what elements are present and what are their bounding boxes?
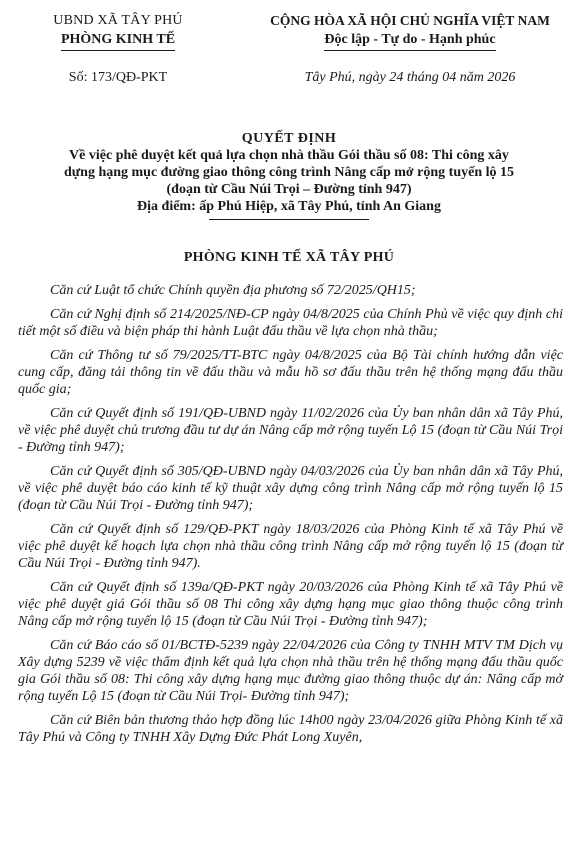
legal-basis: Căn cứ Quyết định số 129/QĐ-PKT ngày 18/03/2026 của Phòng Kinh tế xã Tây Phú về việc phê duyệt kế hoạch lựa chọn nhà thầu công trình Nâng cấp mở rộng tuyến lộ 15 (đoạn từ Cầu Núi Trọi - Đường tỉnh 947). [18, 522, 563, 571]
legal-basis: Căn cứ Luật tổ chức Chính quyền địa phương số 72/2025/QH15; [50, 283, 416, 298]
legal-bases [18, 282, 563, 753]
subject-line-2: dựng hạng mục đường giao thông công trình Nâng cấp mở rộng tuyến lộ 15 [63, 165, 515, 180]
issuing-authority: PHÒNG KINH TẾ XÃ TÂY PHÚ [183, 250, 395, 265]
legal-basis: Căn cứ Quyết định số 139a/QĐ-PKT ngày 20/03/2026 của Phòng Kinh tế xã Tây Phú về việc phê duyệt giá Gói thầu số 08 Thi công xây dựng hạng mục giao thông thuộc công trình Nâng cấp mở rộng tuyến lộ 15 (đoạn từ Cầu Núi Trọi - Đường tỉnh 947); [18, 580, 563, 629]
national-header [250, 12, 570, 87]
project-location: Địa điểm: ấp Phú Hiệp, xã Tây Phú, tỉnh An Giang [137, 199, 441, 214]
document-number: Số: 173/QĐ-PKT [68, 70, 168, 85]
decision-title [18, 130, 560, 220]
document-type: QUYẾT ĐỊNH [241, 131, 337, 146]
legal-basis: Căn cứ Quyết định số 305/QĐ-UBND ngày 04/03/2026 của Ủy ban nhân dân xã Tây Phú, về việc phê duyệt báo cáo kinh tế kỹ thuật xây dựng công trình Nâng cấp mở rộng tuyến lộ 15 (đoạn từ Cầu Núi Trọi - Đường tỉnh 947); [18, 464, 563, 513]
parent-organization: UBND XÃ TÂY PHÚ [53, 13, 183, 28]
legal-basis: Căn cứ Thông tư số 79/2025/TT-BTC ngày 04/8/2025 của Bộ Tài chính hướng dẫn việc cung cấp, đăng tải thông tin về đấu thầu và mẫu hồ sơ đấu thầu trên hệ thống mạng đấu thầu quốc gia; [18, 348, 563, 397]
issuing-organization [18, 12, 218, 87]
nation-name: CỘNG HÒA XÃ HỘI CHỦ NGHĨA VIỆT NAM [270, 13, 550, 28]
department-name: PHÒNG KINH TẾ [61, 31, 175, 51]
national-motto: Độc lập - Tự do - Hạnh phúc [324, 31, 495, 51]
legal-basis: Căn cứ Nghị định số 214/2025/NĐ-CP ngày 04/8/2025 của Chính Phủ về việc quy định chi tiết một số điều và biện pháp thi hành Luật đấu thầu về lựa chọn nhà thầu; [18, 307, 563, 339]
subject-line-1: Về việc phê duyệt kết quả lựa chọn nhà thầu Gói thầu số 08: Thi công xây [69, 148, 509, 163]
legal-basis: Căn cứ Báo cáo số 01/BCTĐ-5239 ngày 22/04/2026 của Công ty TNHH MTV TM Dịch vụ Xây dựng 5239 về việc thẩm định kết quả lựa chọn nhà thầu trên hệ thống mạng đấu thầu quốc gia Gói thầu số 08: Thi công xây dựng hạng mục đường giao thông thuộc dự án: Nâng cấp mở rộng tuyến Lộ 15 (đoạn từ Cầu Núi Trọi- Đường tỉnh 947); [18, 638, 563, 704]
place-date: Tây Phú, ngày 24 tháng 04 năm 2026 [304, 70, 516, 85]
subject-line-3: (đoạn từ Cầu Núi Trọi – Đường tỉnh 947) [166, 182, 412, 197]
title-divider [209, 219, 369, 220]
legal-basis: Căn cứ Biên bản thương thảo hợp đồng lúc 14h00 ngày 23/04/2026 giữa Phòng Kinh tế xã Tây Phú và Công ty TNHH Xây Dựng Đức Phát Long Xuyên, [18, 713, 563, 745]
legal-basis: Căn cứ Quyết định số 191/QĐ-UBND ngày 11/02/2026 của Ủy ban nhân dân xã Tây Phú, về việc phê duyệt chủ trương đầu tư dự án Nâng cấp mở rộng tuyến Lộ 15 (đoạn từ Cầu Núi Trọi - Đường tỉnh 947); [18, 406, 563, 455]
